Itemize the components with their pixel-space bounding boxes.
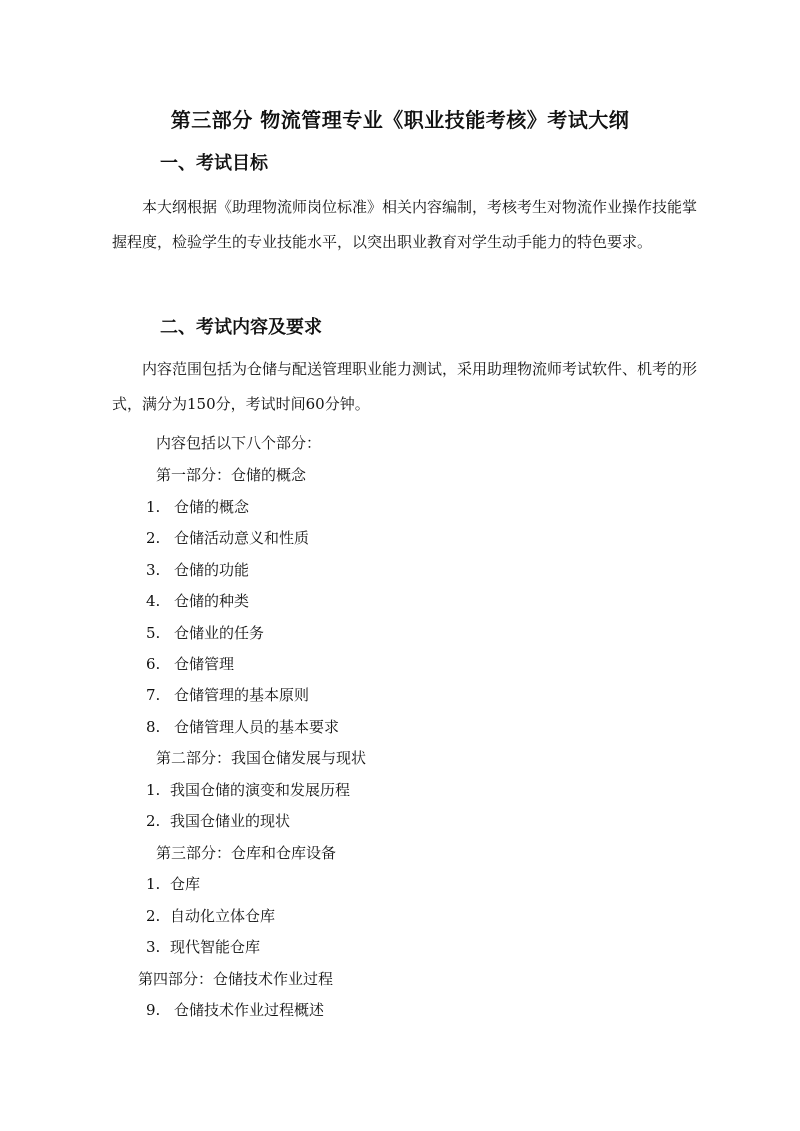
list-item: 2. 我国仓储业的现状 [146, 812, 291, 830]
part-title: 第四部分：仓储技术作业过程 [138, 970, 334, 988]
parts-intro: 内容包括以下八个部分： [156, 434, 322, 452]
list-item: 5. 仓储业的任务 [146, 624, 265, 642]
list-item: 1. 仓储的概念 [146, 498, 250, 516]
exam-goal-paragraph [112, 190, 697, 260]
list-item: 1. 我国仓储的演变和发展历程 [146, 781, 351, 799]
list-item: 8. 仓储管理人员的基本要求 [146, 718, 340, 736]
list-item: 4. 仓储的种类 [146, 592, 250, 610]
list-item: 1. 仓库 [146, 875, 201, 893]
list-item: 7. 仓储管理的基本原则 [146, 686, 310, 704]
part-title: 第二部分：我国仓储发展与现状 [156, 749, 367, 767]
exam-goal-text: 本大纲根据《助理物流师岗位标准》相关内容编制，考核考生对物流作业操作技能掌握程度，检验学生的专业技能水平，以突出职业教育对学生动手能力的特色要求。 [112, 198, 698, 251]
list-item: 9. 仓储技术作业过程概述 [146, 1001, 325, 1019]
list-item: 2. 仓储活动意义和性质 [146, 529, 310, 547]
list-item: 6. 仓储管理 [146, 655, 235, 673]
exam-content-text: 内容范围包括为仓储与配送管理职业能力测试，采用助理物流师考试软件、机考的形式，满分为150分，考试时间60分钟。 [112, 360, 698, 413]
section-heading-exam-content: 二、考试内容及要求 [160, 317, 322, 338]
list-item: 3. 现代智能仓库 [146, 938, 261, 956]
list-item: 3. 仓储的功能 [146, 561, 250, 579]
list-item: 2. 自动化立体仓库 [146, 907, 276, 925]
section-heading-exam-goal: 一、考试目标 [160, 153, 268, 174]
exam-content-paragraph [112, 352, 697, 422]
part-title: 第一部分：仓储的概念 [156, 466, 307, 484]
page-title: 第三部分 物流管理专业《职业技能考核》考试大纲 [170, 108, 630, 132]
part-title: 第三部分：仓库和仓库设备 [156, 844, 337, 862]
